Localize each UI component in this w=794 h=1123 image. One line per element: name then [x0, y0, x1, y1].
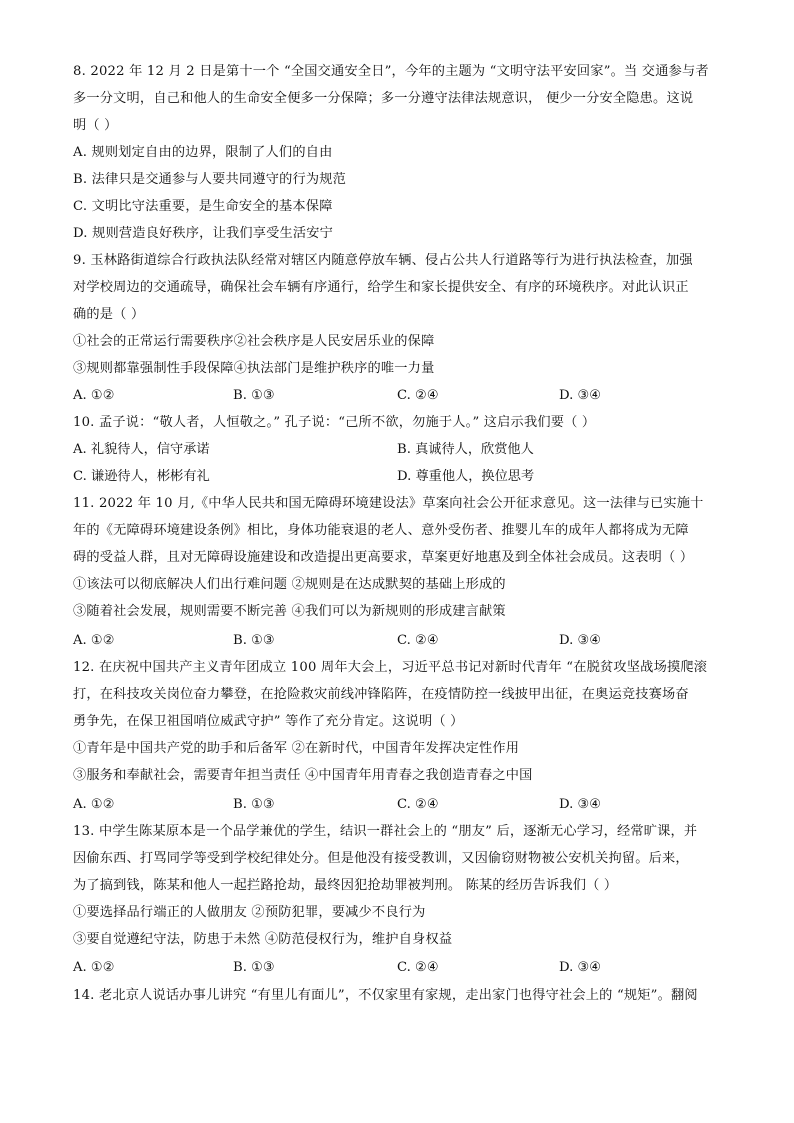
q12-stem-line-3: 勇争先，在保卫祖国哨位威武守护” 等作了充分肯定。这说明（ ）	[73, 714, 464, 729]
q13-choice-c: C. ②④	[397, 960, 439, 975]
q13-choice-b: B. ①③	[233, 960, 275, 975]
q8-option-c: C. 文明比守法重要，是生命安全的基本保障	[73, 199, 333, 214]
q11-stem-line-1: 11. 2022 年 10 月,《中华人民共和国无障碍环境建设法》草案向社会公开征求意见。这一法律与已实施十	[73, 496, 704, 511]
q11-statements-1: ①该法可以彻底解决人们出行难问题 ②规则是在达成默契的基础上形成的	[73, 577, 506, 592]
q10-option-a: A. 礼貌待人，信守承诺	[73, 442, 210, 457]
q12-choice-b: B. ①③	[233, 797, 275, 812]
q10-options-row-1	[73, 440, 733, 460]
q12-stem-line-1: 12. 在庆祝中国共产主义青年团成立 100 周年大会上，习近平总书记对新时代青年 “在脱贫攻坚战场摸爬滚	[73, 660, 708, 675]
q12-choice-a: A. ①②	[73, 797, 115, 812]
q12-statements-1: ①青年是中国共产党的助手和后备军 ②在新时代，中国青年发挥决定性作用	[73, 741, 520, 756]
q13-statements-2: ③要自觉遵纪守法，防患于未然 ④防范侵权行为，维护自身权益	[73, 932, 453, 947]
q9-stem-line-2: 对学校周边的交通疏导，确保社会车辆有序通行，给学生和家长提供安全、有序的环境秩序。对此认识正	[73, 280, 689, 295]
q13-choice-a: A. ①②	[73, 960, 115, 975]
q11-stem-line-3: 碍的受益人群，且对无障碍设施建设和改造提出更高要求，草案更好地惠及到全体社会成员。这表明（ ）	[73, 550, 694, 565]
q8-stem-line-2: 多一分文明，自己和他人的生命安全便多一分保障；多一分遵守法律法规意识， 便少一分安全隐患。这说	[73, 91, 694, 106]
q13-stem-line-3: 为了搞到钱，陈某和他人一起拦路抢劫，最终因犯抢劫罪被判刑。 陈某的经历告诉我们（ ）	[73, 878, 618, 893]
q11-choice-c: C. ②④	[397, 633, 439, 648]
q12-choices	[73, 795, 733, 815]
q9-choices	[73, 386, 733, 406]
q11-stem-line-2: 年的《无障碍环境建设条例》相比，身体功能衰退的老人、意外受伤者、推婴儿车的成年人都将成为无障	[73, 523, 689, 538]
q9-statements-1: ①社会的正常运行需要秩序②社会秩序是人民安居乐业的保障	[73, 334, 435, 349]
q10-option-b: B. 真诚待人，欣赏他人	[397, 442, 534, 457]
q11-choices	[73, 631, 733, 651]
q9-stem-line-3: 确的是（ ）	[73, 307, 145, 322]
q13-choice-d: D. ③④	[559, 960, 602, 975]
q14-stem-line-1: 14. 老北京人说话办事儿讲究 “有里儿有面儿”，不仅家里有家规，走出家门也得守社会上的 “规矩”。翻阅	[73, 988, 698, 1003]
q10-stem: 10. 孟子说：“敬人者，人恒敬之。” 孔子说：“己所不欲，勿施于人。” 这启示我们要（ ）	[73, 415, 596, 430]
q11-choice-a: A. ①②	[73, 633, 115, 648]
q9-stem-line-1: 9. 玉林路街道综合行政执法队经常对辖区内随意停放车辆、侵占公共人行道路等行为进行执法检查，加强	[73, 253, 693, 268]
q8-option-d: D. 规则营造良好秩序，让我们享受生活安宁	[73, 226, 334, 241]
q11-statements-2: ③随着社会发展，规则需要不断完善 ④我们可以为新规则的形成建言献策	[73, 604, 506, 619]
q9-choice-c: C. ②④	[397, 388, 439, 403]
q13-statements-1: ①要选择品行端正的人做朋友 ②预防犯罪，要减少不良行为	[73, 905, 426, 920]
q10-option-c: C. 谦逊待人，彬彬有礼	[73, 469, 210, 484]
q13-choices	[73, 958, 733, 978]
q12-stem-line-2: 打，在科技攻关岗位奋力攀登，在抢险救灾前线冲锋陷阵，在疫情防控一线披甲出征，在奥运竞技赛场奋	[73, 687, 689, 702]
q9-statements-2: ③规则都靠强制性手段保障④执法部门是维护秩序的唯一力量	[73, 361, 435, 376]
q10-options-row-2	[73, 467, 733, 487]
q10-option-d: D. 尊重他人，换位思考	[397, 469, 535, 484]
q9-choice-a: A. ①②	[73, 388, 115, 403]
q9-choice-d: D. ③④	[559, 388, 602, 403]
q8-stem-line-3: 明（ ）	[73, 118, 118, 133]
q13-stem-line-1: 13. 中学生陈某原本是一个品学兼优的学生，结识一群社会上的 “朋友” 后，逐渐无心学习，经常旷课，并	[73, 824, 698, 839]
q8-option-b: B. 法律只是交通参与人要共同遵守的行为规范	[73, 172, 347, 187]
q12-choice-d: D. ③④	[559, 797, 602, 812]
q13-stem-line-2: 因偷东西、打骂同学等受到学校纪律处分。但是他没有接受教训，又因偷窃财物被公安机关拘留。后来，	[73, 851, 689, 866]
q12-choice-c: C. ②④	[397, 797, 439, 812]
q11-choice-b: B. ①③	[233, 633, 275, 648]
q8-stem-line-1: 8. 2022 年 12 月 2 日是第十一个 “全国交通安全日”，今年的主题为 “文明守法平安回家”。当 交通参与者	[73, 64, 709, 79]
q8-option-a: A. 规则划定自由的边界，限制了人们的自由	[73, 145, 333, 160]
q11-choice-d: D. ③④	[559, 633, 602, 648]
q12-statements-2: ③服务和奉献社会，需要青年担当责任 ④中国青年用青春之我创造青春之中国	[73, 768, 533, 783]
q9-choice-b: B. ①③	[233, 388, 275, 403]
